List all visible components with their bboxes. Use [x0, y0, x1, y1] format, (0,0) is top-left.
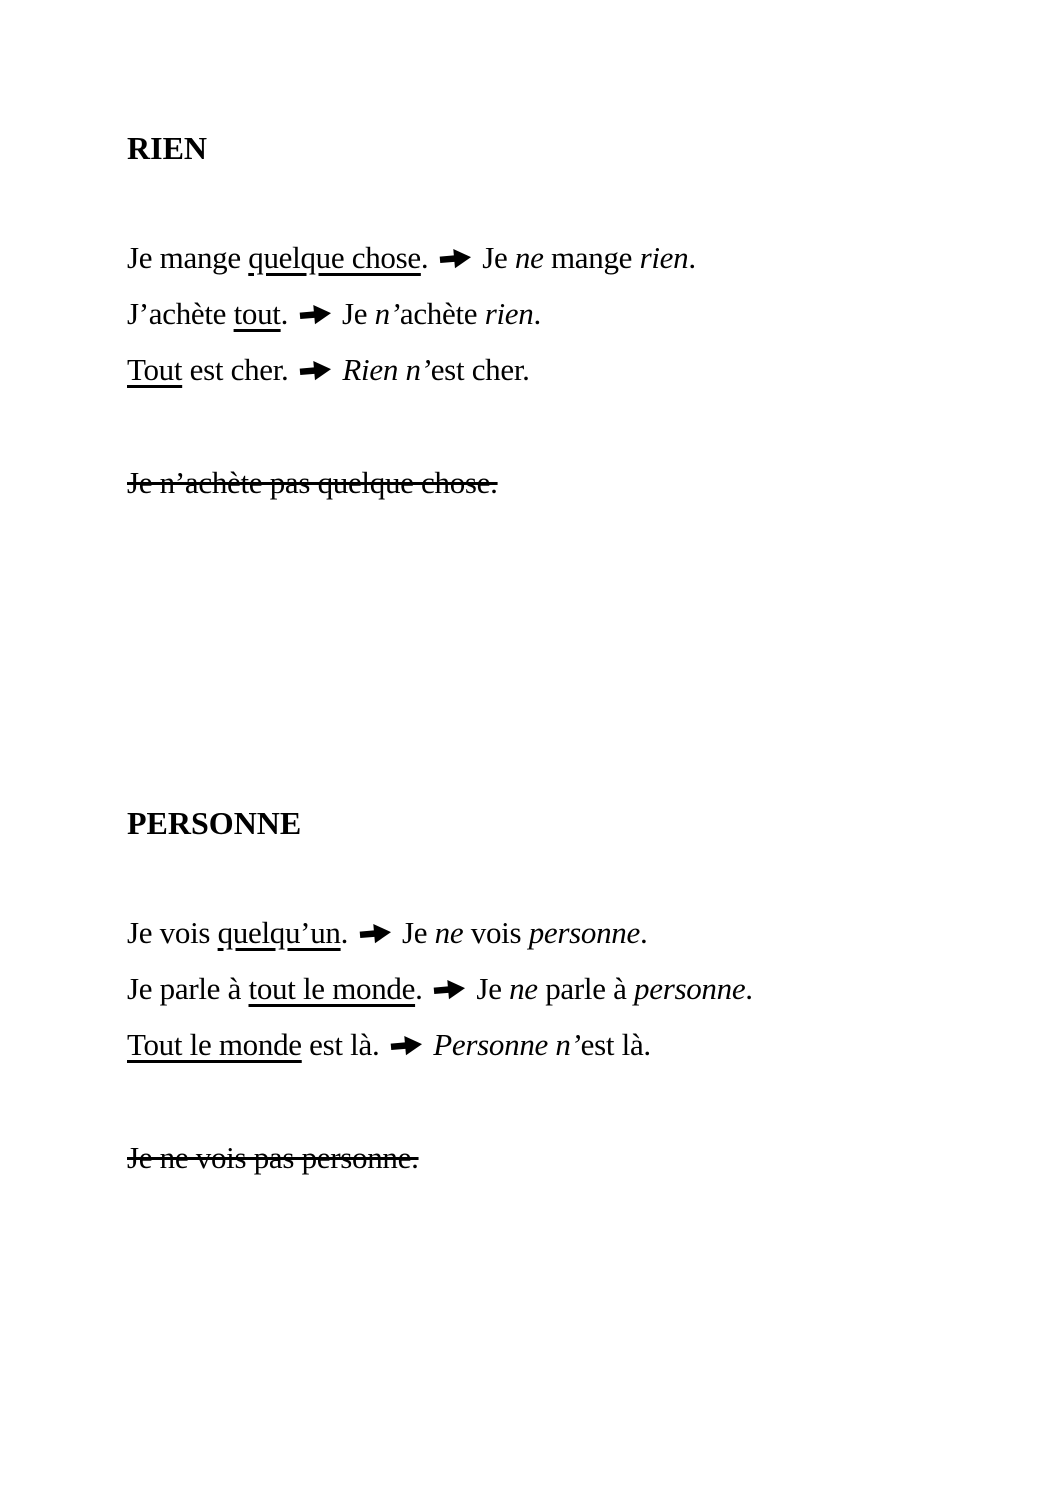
text-plain: . — [415, 971, 430, 1006]
example-sentence — [127, 230, 1008, 286]
transformation-arrow-icon — [433, 977, 466, 1002]
text-underline: tout — [233, 296, 281, 331]
example-sentence — [127, 961, 1008, 1017]
text-italic: rien — [484, 296, 534, 331]
text-plain: Je parle à — [127, 971, 249, 1006]
text-plain: . — [533, 296, 541, 331]
text-italic: personne — [634, 971, 746, 1006]
text-plain: Je — [474, 240, 515, 275]
section-personne — [127, 795, 1008, 1186]
text-plain: Je — [334, 296, 375, 331]
transformation-arrow-icon — [390, 1033, 423, 1058]
text-italic: ne — [509, 971, 538, 1006]
transformation-arrow-icon — [359, 921, 392, 946]
section-rien — [127, 120, 1008, 511]
text-plain: est là. — [580, 1027, 651, 1062]
text-italic: Rien n’ — [342, 352, 431, 387]
text-plain: . — [280, 296, 296, 331]
transformation-arrow-icon — [299, 358, 332, 383]
text-plain: est là. — [301, 1027, 387, 1062]
text-italic: ne — [514, 240, 544, 275]
example-list-rien — [127, 230, 1008, 398]
text-italic: personne — [528, 915, 640, 950]
text-plain: . — [688, 240, 696, 275]
text-plain: mange — [543, 240, 640, 275]
text-italic: ne — [434, 915, 464, 950]
example-sentence — [127, 905, 1008, 961]
text-underline: Tout le monde — [127, 1027, 302, 1062]
text-italic: Personne n’ — [433, 1027, 581, 1062]
transformation-arrow-icon — [439, 246, 472, 271]
text-plain: . — [639, 915, 648, 950]
example-sentence — [127, 342, 1008, 398]
text-underline: quelqu’un — [217, 915, 341, 950]
text-plain: . — [420, 240, 436, 275]
text-italic: rien — [639, 240, 689, 275]
text-plain: . — [745, 971, 753, 1006]
section-heading-rien: RIEN — [127, 130, 208, 166]
section-heading-personne: PERSONNE — [127, 805, 302, 841]
text-plain: parle à — [537, 971, 635, 1006]
text-plain: . — [340, 915, 356, 950]
transformation-arrow-icon — [299, 302, 332, 327]
wrong-sentence-personne: Je ne vois pas personne. — [127, 1140, 419, 1175]
text-italic: n’ — [374, 296, 400, 331]
text-plain: achète — [399, 296, 485, 331]
text-plain: Je — [468, 971, 510, 1006]
text-plain: est cher. — [430, 352, 530, 387]
text-plain: J’achète — [127, 296, 234, 331]
text-underline: quelque chose — [248, 240, 421, 275]
text-plain: Je vois — [127, 915, 218, 950]
wrong-sentence-rien: Je n’achète pas quelque chose. — [127, 465, 498, 500]
text-underline: Tout — [127, 352, 183, 387]
example-list-personne — [127, 905, 1008, 1073]
example-sentence — [127, 286, 1008, 342]
example-sentence — [127, 1017, 1008, 1073]
text-plain: Je mange — [127, 240, 249, 275]
text-underline: tout le monde — [248, 971, 416, 1006]
text-plain: Je — [394, 915, 435, 950]
text-plain: est cher. — [182, 352, 296, 387]
text-plain: vois — [463, 915, 529, 950]
